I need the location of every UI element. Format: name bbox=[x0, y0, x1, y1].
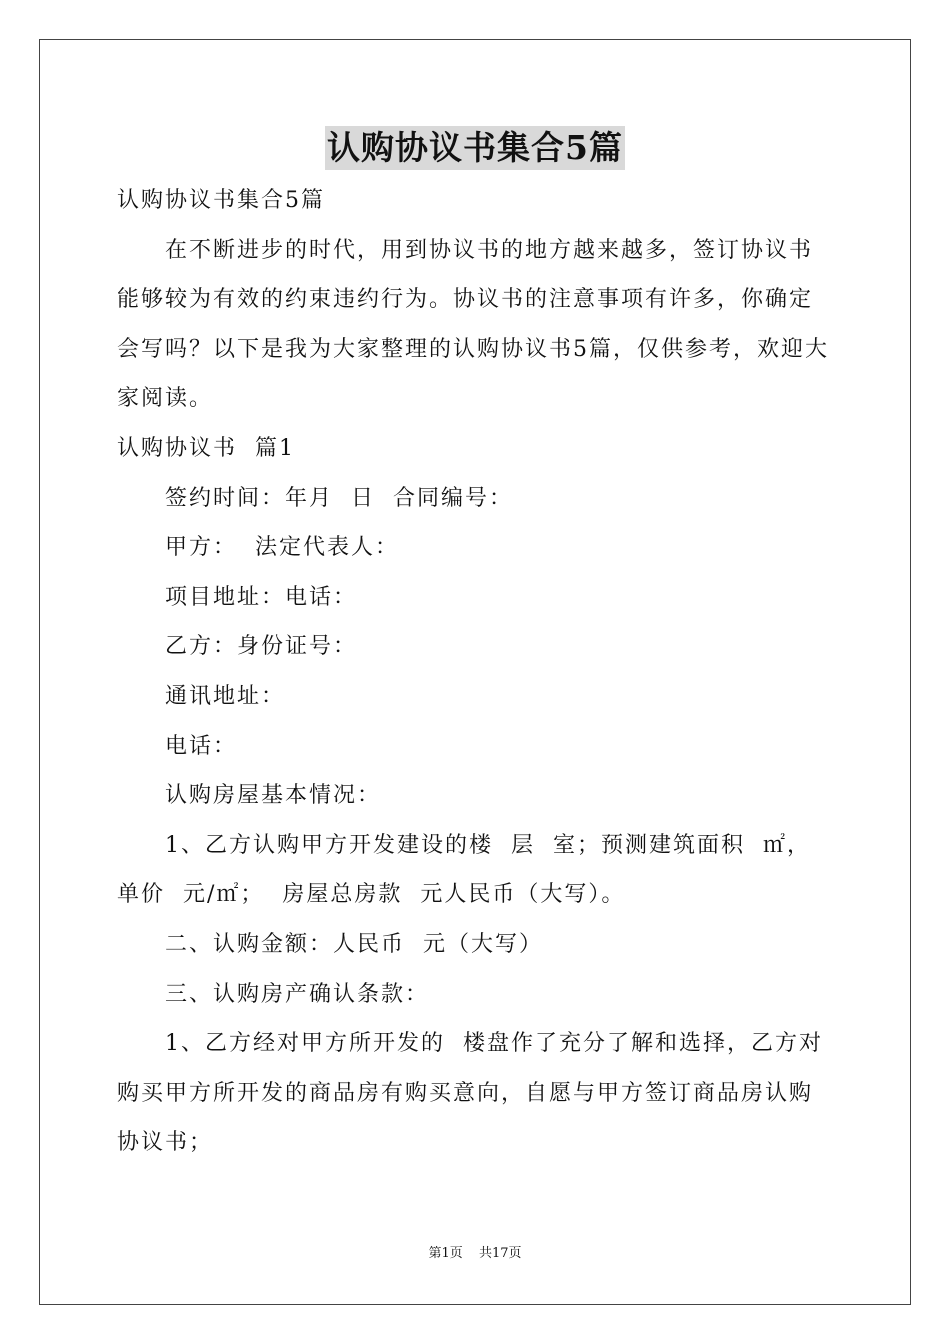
paragraph: 1、乙方认购甲方开发建设的楼 层 室；预测建筑面积 ㎡，单价 元/㎡； 房屋总房款 元人民币（大写）。 bbox=[117, 832, 811, 908]
paragraph: 1、乙方经对甲方所开发的 楼盘作了充分了解和选择，乙方对购买甲方所开发的商品房有购买意向，自愿与甲方签订商品房认购协议书； bbox=[117, 1031, 823, 1156]
paragraph: 项目地址：电话： bbox=[165, 584, 358, 610]
document-title: 认购协议书集合5篇 bbox=[325, 126, 625, 170]
paragraph: 在不断进步的时代，用到协议书的地方越来越多，签订协议书能够较为有效的约束违约行为。协议书的注意事项有许多，你确定会写吗？以下是我为大家整理的认购协议书5篇，仅供参考，欢迎大家阅读。 bbox=[117, 237, 829, 412]
paragraph: 三、认购房产确认条款： bbox=[165, 981, 430, 1007]
paragraph: 甲方： 法定代表人： bbox=[165, 535, 399, 561]
paragraph: 乙方：身份证号： bbox=[165, 634, 358, 660]
page-footer bbox=[0, 1244, 950, 1264]
title-container bbox=[0, 126, 950, 170]
paragraph: 通讯地址： bbox=[165, 683, 286, 709]
paragraph: 认购协议书集合5篇 bbox=[117, 188, 325, 213]
paragraph: 二、认购金额：人民币 元（大写） bbox=[165, 931, 543, 957]
paragraph: 电话： bbox=[165, 733, 238, 759]
page-number: 第1页 bbox=[428, 1246, 463, 1261]
paragraph: 认购协议书 篇1 bbox=[117, 435, 295, 461]
paragraph: 签约时间：年月 日 合同编号： bbox=[165, 485, 513, 511]
paragraph: 认购房屋基本情况： bbox=[165, 783, 382, 809]
page-total: 共17页 bbox=[478, 1246, 522, 1261]
document-body bbox=[117, 176, 833, 1168]
